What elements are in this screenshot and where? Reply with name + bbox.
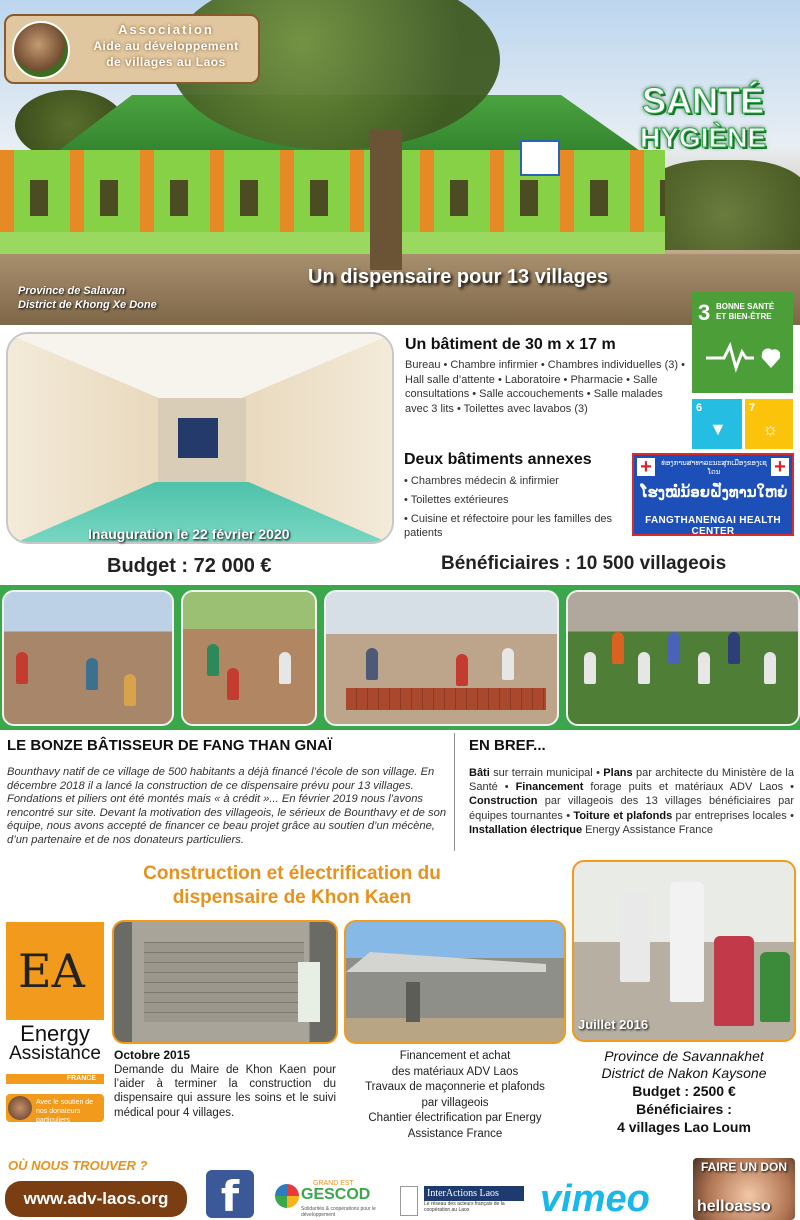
energy-assistance-logo[interactable] xyxy=(6,922,104,1020)
gescod-mark-icon xyxy=(275,1184,299,1208)
khon-kaen-beneficiaries-label: Bénéficiaires : xyxy=(636,1101,732,1117)
bref-text: sur terrain municipal • xyxy=(489,767,604,779)
request-date: Octobre 2015 xyxy=(114,1048,191,1062)
sdg-goal3-tile xyxy=(692,292,793,393)
khon-kaen-interior-photo xyxy=(112,920,338,1044)
donate-label: FAIRE UN DON xyxy=(700,1160,787,1174)
donors-support-text: Avec le soutien de nos donateurs particuliers xyxy=(36,1099,94,1124)
health-center-lao-subtitle: ທ່ອງການສາທາລະນະສຸກເມືອງຂອງເຊໂດນ xyxy=(661,460,767,476)
district-label: District de Khong Xe Done xyxy=(18,299,157,311)
facebook-icon[interactable]: f xyxy=(206,1170,254,1218)
khon-kaen-exterior-photo xyxy=(344,920,566,1044)
interactions-laos-name: InterActions Laos xyxy=(424,1186,524,1201)
bref-label: Toiture et plafonds xyxy=(573,809,673,822)
beneficiaries-total: Bénéficiaires : 10 500 villageois xyxy=(441,553,727,574)
water-drop-icon: ▼ xyxy=(709,419,727,439)
bonze-heading: LE BONZE BÂTISSEUR DE FANG THAN GNAÏ xyxy=(7,737,333,754)
theme-line1: SANTÉ xyxy=(641,80,764,121)
gescod-name: GESCOD xyxy=(301,1186,371,1203)
construction-photo-2 xyxy=(181,590,317,726)
construction-photo-3 xyxy=(324,590,559,726)
khon-kaen-province: Province de Savannakhet xyxy=(604,1048,764,1064)
construction-photo-1 xyxy=(2,590,174,726)
funding-line: par villageois xyxy=(421,1096,489,1109)
bref-label: Installation électrique xyxy=(469,823,583,836)
helloasso-label: helloasso xyxy=(697,1198,771,1215)
hero-location xyxy=(18,284,157,312)
main-title: Un dispensaire pour 13 villages xyxy=(308,266,609,288)
khon-kaen-district: District de Nakon Kaysone xyxy=(601,1065,767,1081)
donors-support-badge xyxy=(6,1094,104,1122)
bonze-story: Bounthavy natif de ce village de 500 habitants a déjà financé l’école de son village. En décembre 2018 il a lancé la construction de ce dispensaire prévu pour 13 villages. Fondations et piliers ont été montés mais « à crédit »... En février 2019 nous l’avons rencontré sur site. Devant la motivation des villageois, le sérieux de Bounthavy et de son équipe, nous avons accepté de financer ce beau projet grâce au soutien d’un mécène, d’un partenaire et de nos donateurs particuliers. xyxy=(7,766,447,846)
funding-line: Financement et achat xyxy=(399,1050,511,1062)
funding-line: des matériaux ADV Laos xyxy=(391,1065,519,1078)
sdg-goal3-label1: BONNE SANTÉ xyxy=(716,302,775,311)
annex-item: • Cuisine et réfectoire pour les familles des patients xyxy=(404,513,613,539)
budget-total: Budget : 72 000 € xyxy=(107,555,272,577)
red-cross-icon: + xyxy=(637,458,655,476)
annex-item: • Chambres médecin & infirmier xyxy=(404,475,559,487)
tree-trunk xyxy=(370,130,402,270)
sdg-goal7-tile xyxy=(745,399,793,449)
association-logo[interactable] xyxy=(4,14,260,84)
donate-button[interactable] xyxy=(693,1158,795,1220)
interactions-laos-logo[interactable] xyxy=(400,1186,522,1218)
energy-assistance-mark-icon: EA xyxy=(18,944,85,998)
red-cross-icon: + xyxy=(771,458,789,476)
partner-country: FRANCE xyxy=(6,1074,104,1084)
gescod-region: GRAND EST xyxy=(313,1180,354,1187)
annexes-list xyxy=(404,474,634,545)
partner-name-line2: Assistance xyxy=(9,1043,101,1064)
bref-text: forage puits et matériaux ADV Laos • xyxy=(583,781,794,794)
province-label: Province de Salavan xyxy=(18,285,125,297)
annexes-heading: Deux bâtiments annexes xyxy=(404,451,592,468)
khon-kaen-budget: Budget : 2500 € xyxy=(632,1083,736,1099)
column-divider xyxy=(454,733,455,851)
gescod-tagline: Solidarités & coopérations pour le développement xyxy=(301,1206,376,1218)
partner-name-line1: Energy xyxy=(20,1021,90,1046)
bref-label: Financement xyxy=(515,781,584,794)
clinic-photo-caption: Juillet 2016 xyxy=(578,1017,649,1032)
building-veranda xyxy=(0,232,665,254)
sdg-goal3-label2: ET BIEN-ÊTRE xyxy=(716,312,772,321)
funding-description xyxy=(344,1049,566,1142)
theme-title xyxy=(640,80,766,154)
khon-kaen-heading-line2: dispensaire de Khon Kaen xyxy=(172,887,412,908)
khon-kaen-heading xyxy=(100,862,484,910)
mother-child-photo xyxy=(12,21,70,79)
gescod-logo[interactable] xyxy=(273,1180,385,1218)
french-republic-icon xyxy=(400,1186,418,1216)
heartbeat-icon xyxy=(706,340,780,374)
sun-icon: ☼ xyxy=(762,419,779,439)
sdg-goal6-tile xyxy=(692,399,742,449)
building-rooms: Bureau • Chambre infirmier • Chambres individuelles (3) • Hall salle d’attente • Laboratoire • Pharmacie • Salle consultations • Salle accouchements • Salle malades avec 3 lits • Toilettes avec lavabos (3) xyxy=(405,359,685,415)
dispensary-building xyxy=(0,150,665,245)
request-description: Demande du Maire de Khon Kaen pour l’aider à terminer la construction du dispensaire qui assure les soins et le suivi médical pour 4 villages. xyxy=(114,1064,336,1119)
en-bref-heading: EN BREF... xyxy=(469,737,546,754)
building-heading: Un bâtiment de 30 m x 17 m xyxy=(405,336,616,353)
sdg-goal6-number: 6 xyxy=(696,402,703,414)
corridor-photo xyxy=(6,332,394,544)
annex-item: • Toilettes extérieures xyxy=(404,494,509,506)
donor-avatar xyxy=(8,1096,32,1120)
health-center-logo xyxy=(632,453,794,536)
vimeo-logo[interactable]: vimeo xyxy=(540,1178,650,1220)
funding-line: Travaux de maçonnerie et plafonds xyxy=(365,1081,545,1093)
sdg-goal7-number: 7 xyxy=(749,402,756,414)
funding-line: Chantier électrification par Energy xyxy=(368,1112,542,1124)
khon-kaen-beneficiaries-value: 4 villages Lao Loum xyxy=(617,1119,751,1135)
where-to-find-us: OÙ NOUS TROUVER ? xyxy=(8,1158,148,1173)
bref-text: Energy Assistance France xyxy=(582,823,713,836)
funding-line: Assistance France xyxy=(407,1127,503,1140)
sdg-goal3-number: 3 xyxy=(698,300,711,325)
bref-text: par architecte du Ministère de la Santé • xyxy=(469,767,794,794)
energy-assistance-name xyxy=(6,1021,104,1064)
website-link[interactable]: www.adv-laos.org xyxy=(5,1181,187,1217)
association-name-line2: Aide au développement xyxy=(93,39,239,53)
building-sign xyxy=(520,140,560,176)
bref-text: par entreprises locales • xyxy=(672,809,794,822)
association-name-line1: Association xyxy=(118,22,214,37)
khon-kaen-heading-line1: Construction et électrification du xyxy=(143,863,441,884)
theme-line2: HYGIÈNE xyxy=(639,122,766,153)
en-bref-text xyxy=(469,766,794,837)
bref-label: Bâti xyxy=(469,767,490,779)
bref-label: Plans xyxy=(603,767,633,779)
association-name-line3: de villages au Laos xyxy=(106,55,226,69)
khon-kaen-clinic-photo xyxy=(572,860,796,1042)
interactions-laos-tagline: Le réseau des acteurs français de la coopération au Laos xyxy=(424,1201,505,1213)
health-center-english-name: FANGTHANENGAI HEALTH CENTER xyxy=(645,515,781,537)
khon-kaen-summary xyxy=(572,1048,796,1136)
health-center-lao-name: ໂຮງໝໍນ້ອຍຝັ່ງທານໃຫຍ່ xyxy=(640,484,788,501)
bref-text: par villageois des 13 villages bénéficiaires par équipes tournantes • xyxy=(469,795,794,822)
inauguration-caption: Inauguration le 22 février 2020 xyxy=(88,526,290,542)
bref-label: Construction xyxy=(469,795,538,808)
team-group-photo xyxy=(566,590,800,726)
